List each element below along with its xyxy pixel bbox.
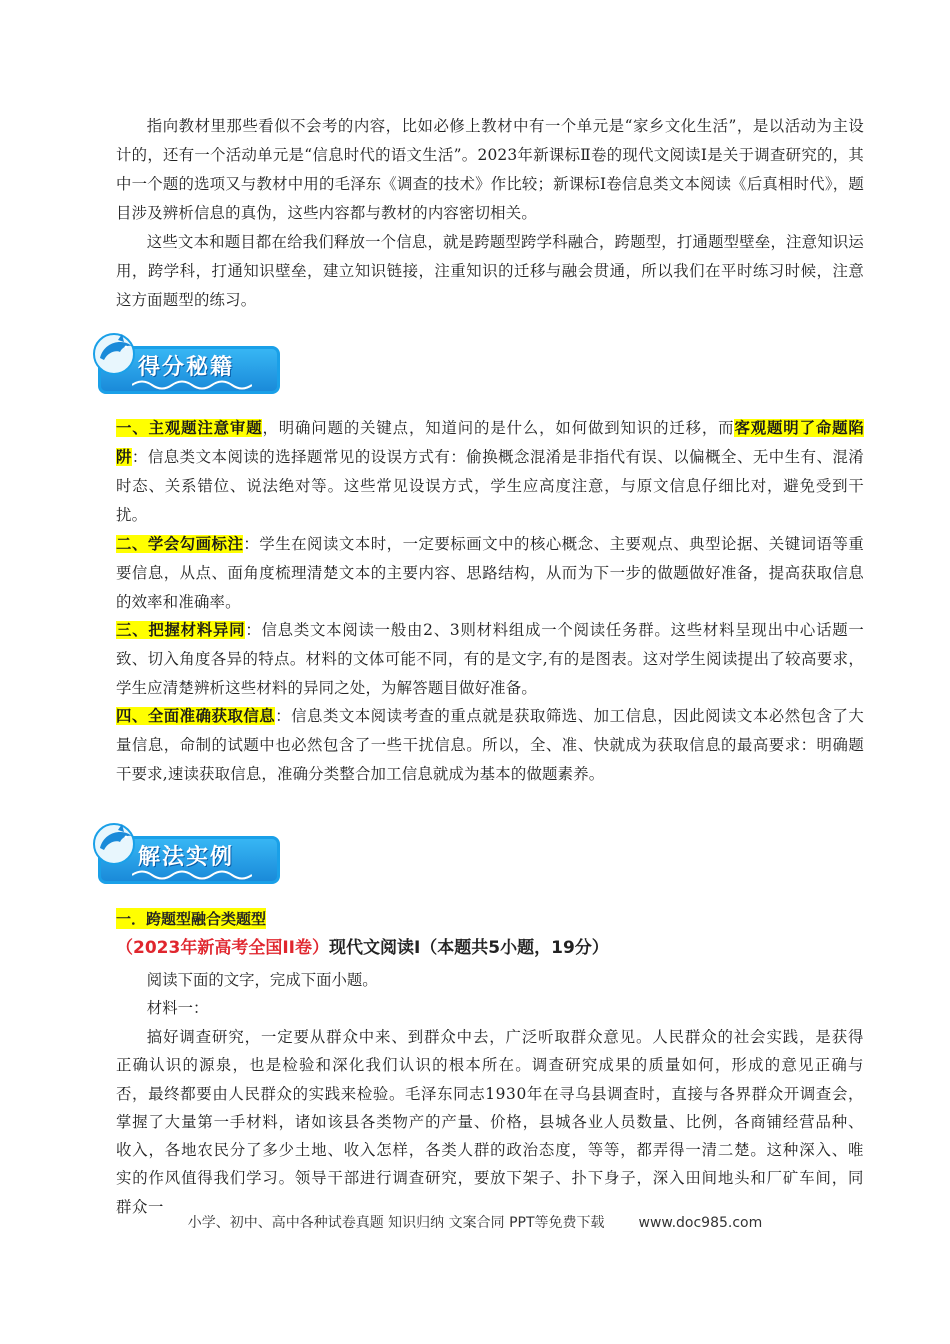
tip-text: ：学生在阅读文本时，一定要标画文中的核心概念、主要观点、典型论据、关键词语等重要信息，从点、面角度梳理清楚文本的主要内容、思路结构，从而为下一步的做题做好准备，提高获取信息的效率和准确率。	[116, 535, 864, 611]
tip-item-1	[116, 414, 864, 530]
question-header	[116, 934, 609, 962]
tip-heading: 三、把握材料异同	[116, 621, 246, 639]
footer-text: 小学、初中、高中各种试卷真题 知识归纳 文案合同 PPT等免费下载	[187, 1215, 605, 1231]
tip-heading: 一、主观题注意审题	[116, 419, 263, 437]
material-label: 材料一：	[146, 999, 209, 1017]
banner-title: 解法实例	[138, 845, 235, 870]
score-tips-banner	[92, 330, 284, 396]
instruction-text: 阅读下面的文字，完成下面小题。	[146, 971, 378, 989]
tip-heading: 四、全面准确获取信息	[116, 707, 276, 725]
question-title: 现代文阅读Ⅰ（本题共5小题，19分）	[328, 938, 609, 958]
tip-item-2	[116, 530, 864, 617]
tip-text: ：信息类文本阅读一般由2、3则材料组成一个阅读任务群。这些材料呈现出中心话题一致、切入角度各异的特点。材料的文体可能不同，有的是文字,有的是图表。这对学生阅读提出了较高要求，学生应清楚辨析这些材料的异同之处，为解答题目做好准备。	[116, 621, 864, 697]
wave-icon	[132, 868, 252, 882]
wave-icon	[132, 378, 252, 392]
tip-text-2: ：信息类文本阅读的选择题常见的设误方式有：偷换概念混淆是非指代有误、以偏概全、无中生有、混淆时态、关系错位、说法绝对等。这些常见设误方式，学生应高度注意，与原文信息仔细比对，避免受到干扰。	[116, 448, 864, 524]
tip-item-3	[116, 616, 864, 703]
tip-heading: 二、学会勾画标注	[116, 535, 244, 553]
material-text: 搞好调查研究，一定要从群众中来、到群众中去，广泛听取群众意见。人民群众的社会实践，是获得正确认识的源泉，也是检验和深化我们认识的根本所在。调查研究成果的质量如何，形成的意见正确与否，最终都要由人民群众的实践来检验。毛泽东同志1930年在寻乌县调查时，直接与各界群众开调查会，掌握了大量第一手材料，诸如该县各类物产的产量、价格，县城各业人员数量、比例，各商铺经营品种、收入，各地农民分了多少土地、收入怎样，各类人群的政治态度，等等，都弄得一清二楚。这种深入、唯实的作风值得我们学习。领导干部进行调查研究，要放下架子、扑下身子，深入田间地头和厂矿车间，同群众一	[116, 1028, 864, 1216]
intro-paragraph-1: 指向教材里那些看似不会考的内容，比如必修上教材中有一个单元是“家乡文化生活”，是以活动为主设计的，还有一个活动单元是“信息时代的语文生活”。2023年新课标Ⅱ卷的现代文阅读Ⅰ是关于调查研究的，其中一个题的选项又与教材中用的毛泽东《调查的技术》作比较；新课标Ⅰ卷信息类文本阅读《后真相时代》，题目涉及辨析信息的真伪，这些内容都与教材的内容密切相关。	[116, 117, 864, 222]
tip-text: ：信息类文本阅读考查的重点就是获取筛选、加工信息，因此阅读文本必然包含了大量信息，命制的试题中也必然包含了一些干扰信息。所以，全、准、快就成为获取信息的最高要求：明确题干要求,速读获取信息，准确分类整合加工信息就成为基本的做题素养。	[116, 707, 864, 783]
question-source: （2023年新高考全国II卷）	[116, 938, 329, 958]
banner-title: 得分秘籍	[138, 355, 235, 380]
footer	[0, 1212, 950, 1232]
footer-site-link[interactable]: www.doc985.com	[638, 1215, 763, 1231]
intro-paragraph-2: 这些文本和题目都在给我们释放一个信息，就是跨题型跨学科融合，跨题型，打通题型壁垒，注意知识运用，跨学科，打通知识壁垒，建立知识链接，注重知识的迁移与融会贯通，所以我们在平时练习时候，注意这方面题型的练习。	[116, 233, 864, 309]
section-heading: 一．跨题型融合类题型	[116, 910, 267, 928]
tip-heading-2: 客观题明了命题陷阱	[116, 419, 864, 466]
tip-item-4	[116, 702, 864, 789]
solution-examples-banner	[92, 820, 284, 886]
tip-text: ，明确问题的关键点，知道问的是什么，如何做到知识的迁移，而	[262, 419, 735, 437]
